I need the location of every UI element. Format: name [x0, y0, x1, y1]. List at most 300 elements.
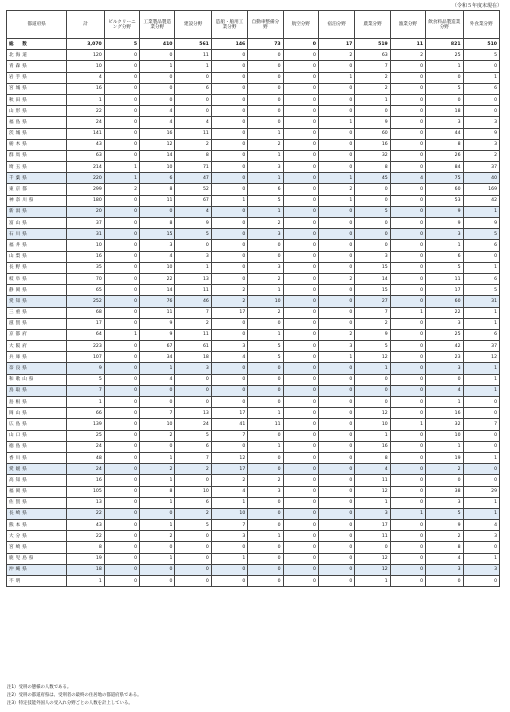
value-cell: 0 — [390, 117, 425, 128]
value-cell: 0 — [283, 408, 318, 419]
value-cell: 0 — [283, 273, 318, 284]
value-cell: 1 — [67, 576, 104, 587]
value-cell: 3 — [175, 363, 211, 374]
value-cell: 0 — [426, 94, 463, 105]
value-cell: 0 — [355, 106, 390, 117]
value-cell: 0 — [283, 464, 318, 475]
value-cell: 1 — [318, 195, 354, 206]
value-cell: 66 — [67, 408, 104, 419]
value-cell: 12 — [355, 486, 390, 497]
value-cell: 14 — [140, 285, 175, 296]
value-cell: 1 — [463, 452, 499, 463]
value-cell: 0 — [211, 128, 247, 139]
value-cell: 2 — [318, 50, 354, 61]
value-cell: 4 — [463, 520, 499, 531]
value-cell: 0 — [248, 553, 283, 564]
value-cell: 4 — [211, 352, 247, 363]
value-cell: 0 — [355, 397, 390, 408]
table-row — [7, 195, 500, 206]
value-cell: 1 — [355, 497, 390, 508]
value-cell: 4 — [140, 106, 175, 117]
value-cell: 20 — [67, 206, 104, 217]
value-cell: 0 — [140, 564, 175, 575]
value-cell: 46 — [175, 296, 211, 307]
value-cell: 0 — [104, 128, 139, 139]
value-cell: 8 — [355, 162, 390, 173]
value-cell: 0 — [318, 397, 354, 408]
value-cell: 8 — [140, 486, 175, 497]
value-cell: 1 — [140, 520, 175, 531]
value-cell: 0 — [390, 452, 425, 463]
column-header: 建設分野 — [175, 11, 211, 39]
value-cell: 2 — [140, 430, 175, 441]
value-cell: 0 — [283, 39, 318, 50]
value-cell: 17 — [211, 464, 247, 475]
value-cell: 0 — [318, 218, 354, 229]
value-cell: 0 — [390, 385, 425, 396]
value-cell: 1 — [175, 262, 211, 273]
prefecture-cell: 徳島県 — [7, 441, 67, 452]
value-cell: 45 — [355, 173, 390, 184]
value-cell: 16 — [140, 128, 175, 139]
value-cell: 3 — [426, 229, 463, 240]
value-cell: 23 — [426, 352, 463, 363]
value-cell: 0 — [104, 385, 139, 396]
value-cell: 0 — [104, 475, 139, 486]
prefecture-cell: 神奈川県 — [7, 195, 67, 206]
value-cell: 0 — [104, 106, 139, 117]
value-cell: 11 — [140, 195, 175, 206]
value-cell: 6 — [463, 240, 499, 251]
value-cell: 1 — [318, 117, 354, 128]
value-cell: 0 — [248, 117, 283, 128]
value-cell: 0 — [248, 385, 283, 396]
value-cell: 0 — [283, 475, 318, 486]
value-cell: 12 — [211, 452, 247, 463]
value-cell: 0 — [211, 229, 247, 240]
table-row — [7, 273, 500, 284]
value-cell: 0 — [248, 106, 283, 117]
prefecture-cell: 鳥取県 — [7, 385, 67, 396]
value-cell: 0 — [283, 329, 318, 340]
value-cell: 0 — [390, 251, 425, 262]
value-cell: 1 — [140, 475, 175, 486]
value-cell: 5 — [175, 229, 211, 240]
value-cell: 0 — [104, 497, 139, 508]
value-cell: 0 — [283, 150, 318, 161]
table-row — [7, 296, 500, 307]
value-cell: 3 — [140, 240, 175, 251]
value-cell: 0 — [283, 307, 318, 318]
value-cell: 3 — [175, 251, 211, 262]
value-cell: 1 — [318, 72, 354, 83]
value-cell: 0 — [175, 576, 211, 587]
value-cell: 4 — [355, 464, 390, 475]
value-cell: 17 — [426, 285, 463, 296]
value-cell: 84 — [426, 162, 463, 173]
value-cell: 5 — [355, 341, 390, 352]
value-cell: 169 — [463, 184, 499, 195]
value-cell: 1 — [140, 553, 175, 564]
value-cell: 40 — [463, 173, 499, 184]
value-cell: 67 — [175, 195, 211, 206]
value-cell: 0 — [175, 553, 211, 564]
value-cell: 15 — [355, 262, 390, 273]
value-cell: 16 — [67, 475, 104, 486]
value-cell: 0 — [463, 408, 499, 419]
value-cell: 12 — [355, 553, 390, 564]
value-cell: 1 — [463, 72, 499, 83]
value-cell: 31 — [67, 229, 104, 240]
table-row — [7, 553, 500, 564]
value-cell: 2 — [248, 218, 283, 229]
table-row — [7, 94, 500, 105]
value-cell: 0 — [248, 318, 283, 329]
prefecture-cell: 山形県 — [7, 106, 67, 117]
value-cell: 0 — [390, 397, 425, 408]
value-cell: 24 — [175, 419, 211, 430]
value-cell: 0 — [355, 542, 390, 553]
value-cell: 0 — [390, 576, 425, 587]
value-cell: 0 — [318, 531, 354, 542]
value-cell: 25 — [426, 329, 463, 340]
value-cell: 48 — [67, 452, 104, 463]
value-cell: 0 — [211, 385, 247, 396]
value-cell: 0 — [390, 318, 425, 329]
value-cell: 5 — [248, 195, 283, 206]
value-cell: 0 — [426, 475, 463, 486]
value-cell: 17 — [318, 39, 354, 50]
value-cell: 0 — [248, 464, 283, 475]
value-cell: 11 — [390, 39, 425, 50]
value-cell: 0 — [390, 128, 425, 139]
prefecture-cell: 長野県 — [7, 262, 67, 273]
prefecture-cell: 群馬県 — [7, 150, 67, 161]
table-row — [7, 408, 500, 419]
value-cell: 0 — [140, 508, 175, 519]
value-cell: 0 — [104, 408, 139, 419]
value-cell: 1 — [248, 329, 283, 340]
value-cell: 47 — [175, 173, 211, 184]
table-row — [7, 50, 500, 61]
value-cell: 1 — [355, 430, 390, 441]
value-cell: 37 — [463, 341, 499, 352]
value-cell: 2 — [175, 139, 211, 150]
column-header: 飲食料品製造業分野 — [426, 11, 463, 39]
value-cell: 0 — [390, 296, 425, 307]
value-cell: 0 — [390, 218, 425, 229]
value-cell: 0 — [211, 106, 247, 117]
value-cell: 1 — [390, 307, 425, 318]
value-cell: 2 — [140, 464, 175, 475]
value-cell: 0 — [104, 229, 139, 240]
prefecture-cell: 和歌山県 — [7, 374, 67, 385]
value-cell: 0 — [390, 273, 425, 284]
value-cell: 8 — [175, 150, 211, 161]
column-header: 外食業分野 — [463, 11, 499, 39]
value-cell: 180 — [67, 195, 104, 206]
value-cell: 8 — [426, 542, 463, 553]
value-cell: 0 — [318, 307, 354, 318]
prefecture-cell: 静岡県 — [7, 285, 67, 296]
value-cell: 0 — [463, 94, 499, 105]
value-cell: 1 — [463, 206, 499, 217]
value-cell: 24 — [67, 441, 104, 452]
table-row — [7, 162, 500, 173]
value-cell: 0 — [318, 419, 354, 430]
value-cell: 5 — [463, 229, 499, 240]
value-cell: 0 — [104, 251, 139, 262]
value-cell: 0 — [104, 419, 139, 430]
value-cell: 41 — [211, 419, 247, 430]
value-cell: 32 — [355, 150, 390, 161]
value-cell: 3 — [248, 162, 283, 173]
value-cell: 0 — [283, 117, 318, 128]
value-cell: 2 — [211, 285, 247, 296]
value-cell: 9 — [463, 218, 499, 229]
value-cell: 4 — [211, 486, 247, 497]
value-cell: 0 — [104, 61, 139, 72]
value-cell: 0 — [318, 240, 354, 251]
prefecture-cell: 福島県 — [7, 117, 67, 128]
value-cell: 44 — [426, 128, 463, 139]
value-cell: 0 — [318, 363, 354, 374]
value-cell: 0 — [426, 576, 463, 587]
table-row — [7, 218, 500, 229]
value-cell: 0 — [318, 576, 354, 587]
value-cell: 6 — [463, 329, 499, 340]
value-cell: 0 — [283, 419, 318, 430]
prefecture-cell: 福岡県 — [7, 486, 67, 497]
value-cell: 1 — [140, 61, 175, 72]
value-cell: 1 — [390, 419, 425, 430]
value-cell: 6 — [140, 173, 175, 184]
statistics-table — [6, 10, 500, 587]
value-cell: 2 — [211, 475, 247, 486]
column-header: 漁業分野 — [390, 11, 425, 39]
value-cell: 0 — [104, 307, 139, 318]
value-cell: 0 — [283, 128, 318, 139]
value-cell: 0 — [104, 542, 139, 553]
value-cell: 31 — [463, 296, 499, 307]
value-cell: 9 — [426, 218, 463, 229]
value-cell: 6 — [175, 83, 211, 94]
value-cell: 0 — [104, 139, 139, 150]
column-header: 都道府県 — [7, 11, 67, 39]
value-cell: 10 — [211, 508, 247, 519]
value-cell: 0 — [283, 218, 318, 229]
value-cell: 26 — [426, 150, 463, 161]
value-cell: 0 — [283, 285, 318, 296]
prefecture-cell: 千葉県 — [7, 173, 67, 184]
footnote: 注3）特定技能外国人の受入れ分野ごとの人数を計上している。 — [7, 701, 133, 706]
prefecture-cell: 長崎県 — [7, 508, 67, 519]
value-cell: 1 — [355, 94, 390, 105]
value-cell: 0 — [463, 475, 499, 486]
table-row — [7, 341, 500, 352]
value-cell: 0 — [318, 139, 354, 150]
value-cell: 0 — [390, 341, 425, 352]
value-cell: 0 — [318, 61, 354, 72]
value-cell: 0 — [248, 61, 283, 72]
value-cell: 2 — [426, 464, 463, 475]
value-cell: 0 — [426, 72, 463, 83]
value-cell: 9 — [140, 329, 175, 340]
value-cell: 60 — [426, 184, 463, 195]
table-row — [7, 542, 500, 553]
value-cell: 2 — [248, 475, 283, 486]
value-cell: 2 — [355, 72, 390, 83]
value-cell: 0 — [211, 83, 247, 94]
value-cell: 299 — [67, 184, 104, 195]
value-cell: 0 — [211, 576, 247, 587]
value-cell: 16 — [67, 83, 104, 94]
value-cell: 0 — [318, 475, 354, 486]
value-cell: 6 — [175, 441, 211, 452]
value-cell: 0 — [318, 83, 354, 94]
value-cell: 0 — [283, 162, 318, 173]
value-cell: 0 — [318, 553, 354, 564]
value-cell: 0 — [248, 452, 283, 463]
value-cell: 22 — [140, 273, 175, 284]
value-cell: 7 — [175, 452, 211, 463]
value-cell: 0 — [283, 531, 318, 542]
table-row — [7, 576, 500, 587]
value-cell: 2 — [104, 184, 139, 195]
column-header: 宿泊分野 — [318, 11, 354, 39]
value-cell: 0 — [248, 50, 283, 61]
table-row — [7, 508, 500, 519]
value-cell: 11 — [175, 285, 211, 296]
prefecture-cell: 岩手県 — [7, 72, 67, 83]
value-cell: 0 — [390, 352, 425, 363]
value-cell: 0 — [140, 50, 175, 61]
value-cell: 0 — [140, 206, 175, 217]
value-cell: 2 — [175, 508, 211, 519]
value-cell: 2 — [390, 50, 425, 61]
value-cell: 38 — [426, 486, 463, 497]
value-cell: 52 — [175, 184, 211, 195]
value-cell: 11 — [248, 419, 283, 430]
value-cell: 2 — [248, 273, 283, 284]
value-cell: 0 — [390, 486, 425, 497]
value-cell: 71 — [175, 162, 211, 173]
value-cell: 0 — [283, 262, 318, 273]
value-cell: 0 — [104, 430, 139, 441]
value-cell: 0 — [283, 206, 318, 217]
value-cell: 2 — [426, 531, 463, 542]
value-cell: 410 — [140, 39, 175, 50]
prefecture-cell: 富山県 — [7, 218, 67, 229]
value-cell: 17 — [211, 307, 247, 318]
prefecture-cell: 沖縄県 — [7, 564, 67, 575]
value-cell: 3,070 — [67, 39, 104, 50]
value-cell: 65 — [67, 285, 104, 296]
table-row — [7, 150, 500, 161]
value-cell: 0 — [104, 452, 139, 463]
value-cell: 76 — [140, 296, 175, 307]
prefecture-cell: 宮城県 — [7, 83, 67, 94]
value-cell: 1 — [248, 285, 283, 296]
value-cell: 12 — [140, 139, 175, 150]
value-cell: 0 — [283, 318, 318, 329]
value-cell: 0 — [211, 542, 247, 553]
value-cell: 0 — [104, 206, 139, 217]
table-row — [7, 363, 500, 374]
value-cell: 18 — [426, 106, 463, 117]
value-cell: 0 — [248, 508, 283, 519]
top-right-note: （令和５年度末現在） — [451, 3, 502, 9]
value-cell: 0 — [463, 430, 499, 441]
value-cell: 0 — [248, 251, 283, 262]
value-cell: 1 — [426, 397, 463, 408]
value-cell: 0 — [390, 162, 425, 173]
value-cell: 11 — [175, 128, 211, 139]
value-cell: 5 — [426, 508, 463, 519]
value-cell: 0 — [355, 240, 390, 251]
value-cell: 0 — [248, 520, 283, 531]
value-cell: 0 — [211, 72, 247, 83]
value-cell: 0 — [104, 576, 139, 587]
value-cell: 22 — [67, 531, 104, 542]
table-row — [7, 251, 500, 262]
prefecture-cell: 青森県 — [7, 61, 67, 72]
value-cell: 12 — [463, 352, 499, 363]
value-cell: 11 — [175, 329, 211, 340]
value-cell: 3 — [426, 497, 463, 508]
value-cell: 0 — [318, 162, 354, 173]
value-cell: 6 — [175, 497, 211, 508]
prefecture-cell: 山梨県 — [7, 251, 67, 262]
value-cell: 0 — [104, 83, 139, 94]
value-cell: 0 — [104, 318, 139, 329]
value-cell: 0 — [140, 542, 175, 553]
value-cell: 6 — [463, 83, 499, 94]
value-cell: 0 — [211, 564, 247, 575]
value-cell: 2 — [248, 139, 283, 150]
value-cell: 9 — [426, 520, 463, 531]
value-cell: 0 — [175, 374, 211, 385]
value-cell: 2 — [140, 531, 175, 542]
value-cell: 0 — [104, 564, 139, 575]
table-row — [7, 139, 500, 150]
value-cell: 0 — [211, 374, 247, 385]
value-cell: 0 — [318, 128, 354, 139]
value-cell: 0 — [390, 72, 425, 83]
table-row — [7, 352, 500, 363]
value-cell: 7 — [140, 408, 175, 419]
value-cell: 0 — [140, 576, 175, 587]
value-cell: 0 — [175, 475, 211, 486]
value-cell: 0 — [390, 363, 425, 374]
prefecture-cell: 京都府 — [7, 329, 67, 340]
value-cell: 3 — [463, 531, 499, 542]
value-cell: 0 — [355, 218, 390, 229]
table-row — [7, 61, 500, 72]
value-cell: 0 — [283, 363, 318, 374]
prefecture-cell: 秋田県 — [7, 94, 67, 105]
value-cell: 0 — [390, 430, 425, 441]
value-cell: 0 — [104, 285, 139, 296]
value-cell: 3 — [211, 341, 247, 352]
value-cell: 0 — [390, 83, 425, 94]
value-cell: 1 — [248, 441, 283, 452]
prefecture-cell: 滋賀県 — [7, 318, 67, 329]
value-cell: 0 — [390, 497, 425, 508]
value-cell: 1 — [426, 61, 463, 72]
value-cell: 0 — [463, 441, 499, 452]
value-cell: 1 — [104, 162, 139, 173]
